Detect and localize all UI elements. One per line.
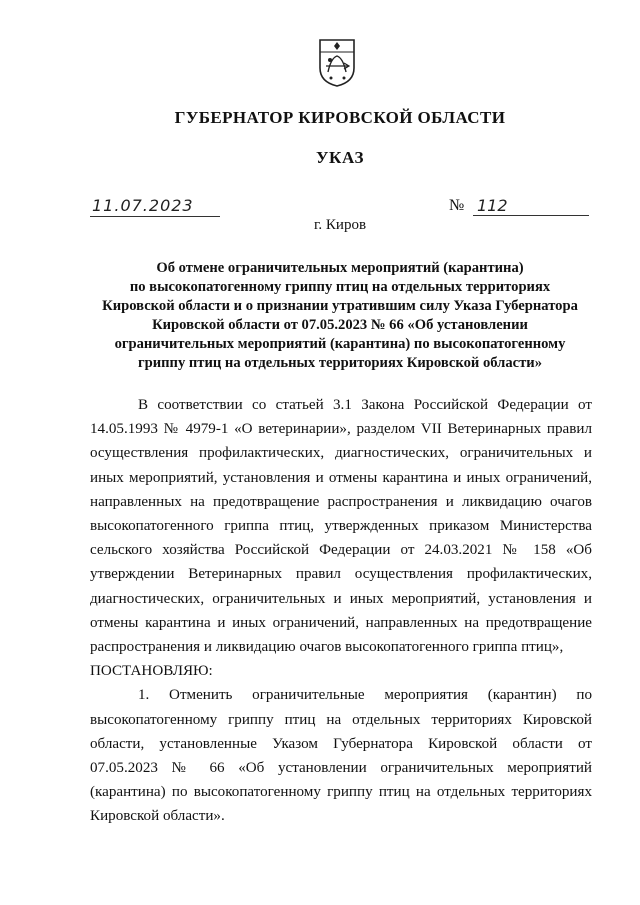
- title-line: гриппу птиц на отдельных территориях Кировской области»: [137, 355, 543, 371]
- title-line: Об отмене ограничительных мероприятий (карантина): [156, 260, 524, 276]
- title-line: Кировской области от 07.05.2023 № 66 «Об установлении: [152, 317, 528, 333]
- document-body: [90, 393, 592, 829]
- decree-item-1: 1. Отменить ограничительные мероприятия (карантин) по высокопатогенному гриппу птиц на отдельных территориях Кировской области, установленные Указом Губернатора Кировской области от 07.05.2023 № 66 «Об установлении ограничительных мероприятий (карантина) по высокопатогенному гриппу птиц на отдельных территориях Кировской области».: [90, 687, 592, 825]
- document-date: 11.07.2023: [92, 196, 194, 215]
- document-city: г. Киров: [313, 217, 367, 233]
- coat-of-arms-icon: [318, 38, 356, 88]
- document-date-field: [90, 196, 220, 217]
- title-line: ограничительных мероприятий (карантина) по высокопатогенному: [114, 336, 566, 352]
- preamble-paragraph: В соответствии со статьей 3.1 Закона Российской Федерации от 14.05.1993 № 4979-1 «О ветеринарии», разделом VII Ветеринарных правил осуществления профилактических, диагностических, ограничительных и иных мероприятий, установления и отмены карантина и иных ограничений, направленных на предотвращение распространения и ликвидацию очагов высокопатогенного гриппа птиц, утвержденных приказом Министерства сельского хозяйства Российской Федерации от 24.03.2021 № 158 «Об утверждении Ветеринарных правил осуществления профилактических, диагностических, ограничительных и иных мероприятий, установления и отмены карантина и иных ограничений, направленных на предотвращение распространения и ликвидацию очагов высокопатогенного гриппа птиц»,: [90, 397, 592, 656]
- document-number: 112: [477, 196, 508, 215]
- document-type: УКАЗ: [315, 148, 365, 167]
- document-title: [88, 259, 592, 373]
- number-underline: [473, 215, 589, 216]
- number-sign: №: [449, 197, 465, 214]
- title-line: Кировской области и о признании утратившим силу Указа Губернатора: [102, 298, 578, 314]
- title-line: по высокопатогенному гриппу птиц на отдельных территориях: [129, 279, 551, 295]
- document-number-field: [449, 196, 589, 216]
- issuing-authority: ГУБЕРНАТОР КИРОВСКОЙ ОБЛАСТИ: [174, 108, 506, 127]
- decree-word: ПОСТАНОВЛЯЮ:: [90, 663, 213, 680]
